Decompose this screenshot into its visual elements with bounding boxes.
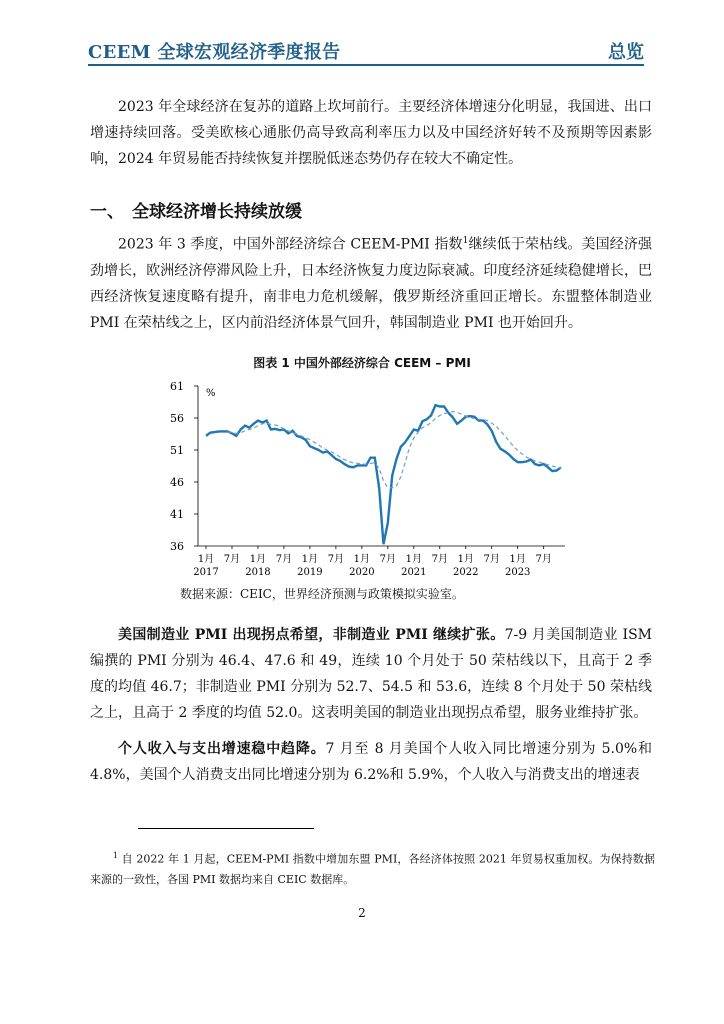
y-tick-label: 36 xyxy=(170,540,184,553)
figure-caption: 图表 1 中国外部经济综合 CEEM – PMI xyxy=(253,356,471,370)
x-tick-label: 7月 xyxy=(275,554,293,565)
us-pmi-lead: 美国制造业 PMI 出现拐点希望，非制造业 PMI 继续扩张。 xyxy=(118,627,505,643)
x-tick-label: 7月 xyxy=(535,554,552,565)
footnote-rule xyxy=(138,828,314,829)
us-pmi-paragraph xyxy=(90,622,652,726)
footnote-mark: 1 xyxy=(112,851,118,860)
section-number: 一、 xyxy=(90,202,124,222)
x-year-label: 2017 xyxy=(193,567,219,578)
x-tick-label: 1月 xyxy=(197,554,215,565)
income-body: 7 月至 8 月美国个人收入同比增速分别为 5.0%和 4.8%，美国个人消费支出同比增速分别为 6.2%和 5.9%，个人收入与消费支出的增速表 xyxy=(90,741,653,783)
x-year-label: 2023 xyxy=(504,567,531,578)
x-year-label: 2019 xyxy=(297,567,323,578)
y-tick-label: 41 xyxy=(170,508,184,521)
x-tick-label: 1月 xyxy=(353,554,371,565)
y-unit-label: % xyxy=(206,388,216,399)
x-tick-label: 7月 xyxy=(483,554,500,565)
x-year-label: 2018 xyxy=(245,567,271,578)
footnote xyxy=(90,846,655,890)
pmi-line-chart xyxy=(160,376,580,586)
y-tick-label: 51 xyxy=(170,444,184,457)
x-tick-label: 1月 xyxy=(301,554,319,565)
section-heading xyxy=(90,197,302,222)
x-tick-label: 1月 xyxy=(405,554,422,565)
x-tick-label: 1月 xyxy=(249,554,267,565)
figure-source: 数据来源：CEIC，世界经济预测与政策模拟实验室。 xyxy=(180,587,464,601)
section1-paragraph xyxy=(90,228,652,336)
income-paragraph xyxy=(90,736,652,788)
y-tick-label: 46 xyxy=(170,476,184,489)
page-number: 2 xyxy=(358,906,366,920)
x-tick-label: 7月 xyxy=(379,554,397,565)
us-pmi-body: 7-9 月美国制造业 ISM 编撰的 PMI 分别为 46.4、47.6 和 49，连续 10 个月处于 50 荣枯线以下，且高于 2 季度的均值 46.7；非制造业 PMI 分别为 52.7、54.5 和 53.6，连续 8 个月处于 50 荣枯线之上，且高于 2 季度的均值 52.0。这表明美国的制造业出现拐点希望，服务业维持扩张。 xyxy=(90,627,652,721)
section1-text-a: 2023 年 3 季度，中国外部经济综合 CEEM-PMI 指数 xyxy=(118,236,463,253)
intro-paragraph: 2023 年全球经济在复苏的道路上坎坷前行。主要经济体增速分化明显，我国进、出口增速持续回落。受美欧核心通胀仍高导致高利率压力以及中国经济好转不及预期等因素影响，2024 年贸易能否持续恢复并摆脱低迷态势仍存在较大不确定性。 xyxy=(90,99,652,167)
x-tick-label: 1月 xyxy=(509,554,526,565)
x-year-label: 2021 xyxy=(401,567,427,578)
y-tick-label: 61 xyxy=(170,380,184,393)
header-rule xyxy=(88,64,644,66)
footnote-ref[interactable]: 1 xyxy=(462,236,469,246)
y-tick-label: 56 xyxy=(170,412,184,425)
section-title: 全球经济增长持续放缓 xyxy=(132,202,302,222)
income-lead: 个人收入与支出增速稳中趋降。 xyxy=(118,741,326,757)
x-year-label: 2020 xyxy=(349,567,375,578)
section-label: 总览 xyxy=(608,42,644,63)
x-year-label: 2022 xyxy=(453,567,479,578)
x-tick-label: 1月 xyxy=(457,554,474,565)
report-title: CEEM 全球宏观经济季度报告 xyxy=(88,42,341,63)
x-tick-label: 7月 xyxy=(431,554,448,565)
series-line-dashed xyxy=(228,412,561,488)
footnote-text: 自 2022 年 1 月起，CEEM-PMI 指数中增加东盟 PMI，各经济体按照 2021 年贸易权重加权。为保持数据来源的一致性，各国 PMI 数据均来自 CEIC 数据库。 xyxy=(90,852,655,886)
section1-text-b: 继续低于荣枯线。美国经济强劲增长，欧洲经济停滞风险上升，日本经济恢复力度边际衰减。印度经济延续稳健增长，巴西经济恢复速度略有提升，南非电力危机缓解，俄罗斯经济重回正增长。东盟整体制造业 PMI 在荣枯线之上，区内前沿经济体景气回升，韩国制造业 PMI 也开始回升。 xyxy=(90,236,653,331)
x-tick-label: 7月 xyxy=(327,554,345,565)
x-tick-label: 7月 xyxy=(223,554,241,565)
series-line-solid xyxy=(206,405,561,544)
